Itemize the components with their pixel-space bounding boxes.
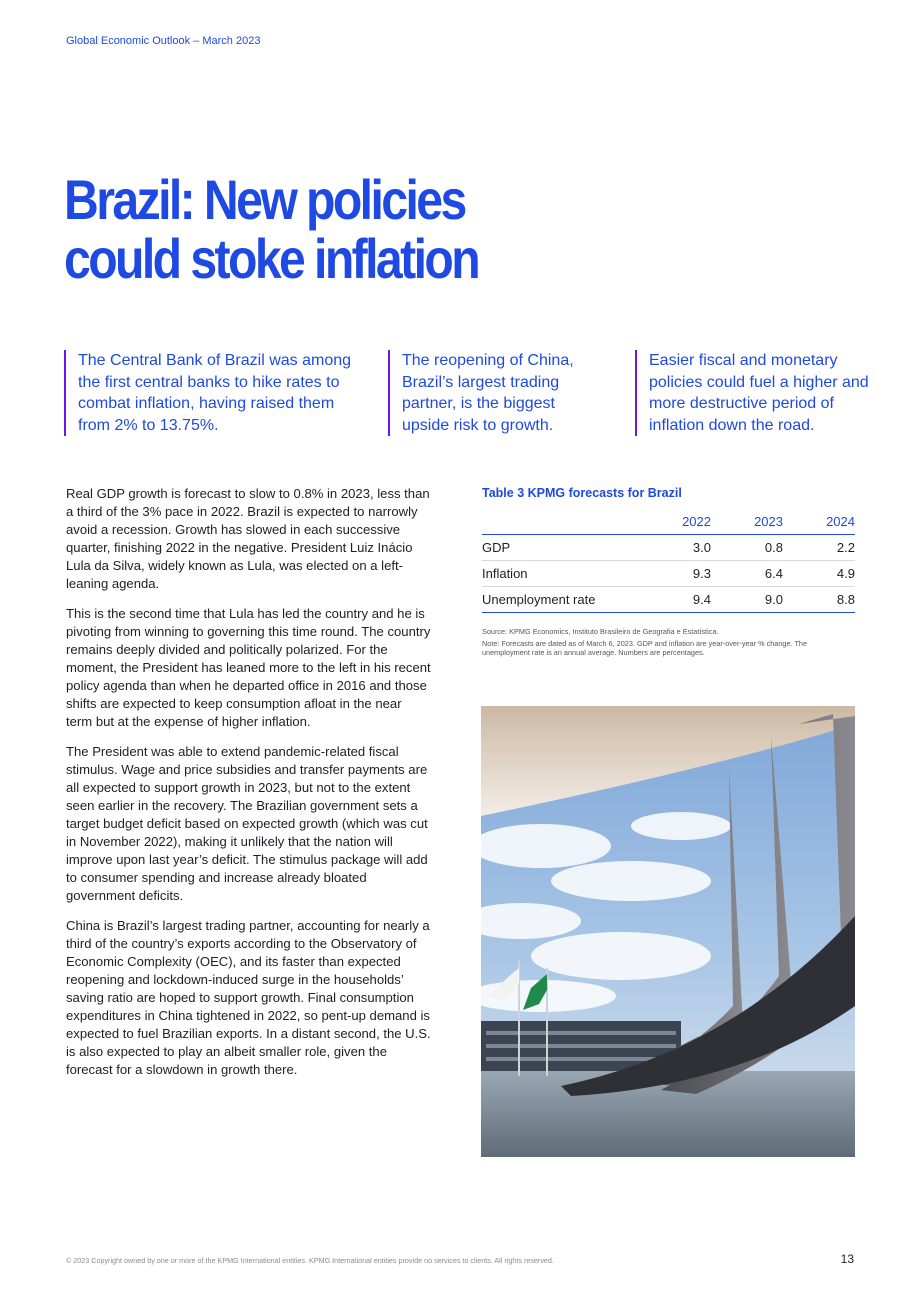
table-cell: 4.9 — [783, 561, 855, 587]
year-header: 2023 — [711, 508, 783, 535]
table-cell: 0.8 — [711, 535, 783, 561]
table-cell: 6.4 — [711, 561, 783, 587]
page-number: 13 — [840, 1252, 854, 1266]
body-paragraph-2: This is the second time that Lula has led the country and he is pivoting from winning to governing this time round. The country remains deeply divided and politically polarized. For the moment, the President has leaned more to the left in his recent policy agenda than when he departed office in 2016 and those shifts are expected to keep consumption afloat in the near term but at the expense of higher inflation. — [66, 606, 431, 729]
table-cell: 3.0 — [639, 535, 711, 561]
table-header-row — [482, 508, 855, 535]
page-title — [64, 170, 478, 288]
year-header: 2022 — [639, 508, 711, 535]
footer-copyright: © 2023 Copyright owned by one or more of the KPMG International entities. KPMG International entities provide no services to clients. All rights reserved. — [66, 1256, 554, 1265]
callout-2: The reopening of China, Brazil’s largest trading partner, is the biggest upside risk to growth. — [388, 350, 602, 436]
body-paragraph-1: Real GDP growth is forecast to slow to 0.8% in 2023, less than a third of the 3% pace in 2022. Brazil is expected to narrowly avoid a recession. Growth has slowed in each successive quarter, finishing 2022 in the negative. President Luiz Inácio Lula da Silva, widely known as Lula, was elected on a left-leaning agenda. — [66, 486, 430, 591]
header-label-cell — [482, 508, 639, 535]
table-row — [482, 587, 855, 613]
table-cell: 9.0 — [711, 587, 783, 613]
table-cell: 9.4 — [639, 587, 711, 613]
table-notes — [482, 627, 855, 660]
table-cell: 8.8 — [783, 587, 855, 613]
page-title-line-2: could stoke inflation — [64, 227, 479, 290]
forecast-table — [482, 508, 855, 613]
brasilia-palace-photo — [481, 706, 855, 1157]
table-cell: 2.2 — [783, 535, 855, 561]
year-header: 2024 — [783, 508, 855, 535]
callout-3: Easier fiscal and monetary policies could fuel a higher and more destructive period of inflation down the road. — [635, 350, 874, 436]
table-title: Table 3 KPMG forecasts for Brazil — [482, 486, 682, 500]
callout-1: The Central Bank of Brazil was among the first central banks to hike rates to combat inflation, having raised them from 2% to 13.75%. — [64, 350, 358, 436]
table-cell: 9.3 — [639, 561, 711, 587]
running-header: Global Economic Outlook – March 2023 — [66, 35, 261, 47]
table-row — [482, 561, 855, 587]
table-note: Note: Forecasts are dated as of March 6, 2023. GDP and inflation are year-over-year % change. The unemployment rate is an annual average. Numbers are percentages. — [482, 639, 808, 657]
page-title-line-1: Brazil: New policies — [64, 168, 465, 231]
table-source: Source: KPMG Economics, Instituto Brasileiro de Geografia e Estatística. — [482, 627, 719, 636]
table-row — [482, 535, 855, 561]
body-paragraph-4: China is Brazil’s largest trading partner, accounting for nearly a third of the country’s exports according to the Observatory of Economic Complexity (OEC), and its faster than expected reopening and lockdown-induced surge in the households’ saving ratio are hoped to support growth. Final consumption expenditures in China tightened in 2022, so pent-up demand is expected to fuel Brazilian exports. In a distant second, the U.S. is also expected to play an albeit smaller role, given the forecast for a slowdown in growth there. — [66, 918, 431, 1077]
row-label: GDP — [482, 535, 639, 561]
row-label: Unemployment rate — [482, 587, 639, 613]
body-text — [66, 485, 431, 1091]
row-label: Inflation — [482, 561, 639, 587]
body-paragraph-3: The President was able to extend pandemic-related fiscal stimulus. Wage and price subsidies and transfer payments are all expected to support growth in 2023, but not to the extent seen earlier in the recovery. The Brazilian government sets a target budget deficit based on expected growth (which was cut in November 2022), making it unlikely that the nation will improve upon last year’s deficit. The stimulus package will add to consumer spending and increase already bloated government deficits. — [66, 744, 428, 903]
